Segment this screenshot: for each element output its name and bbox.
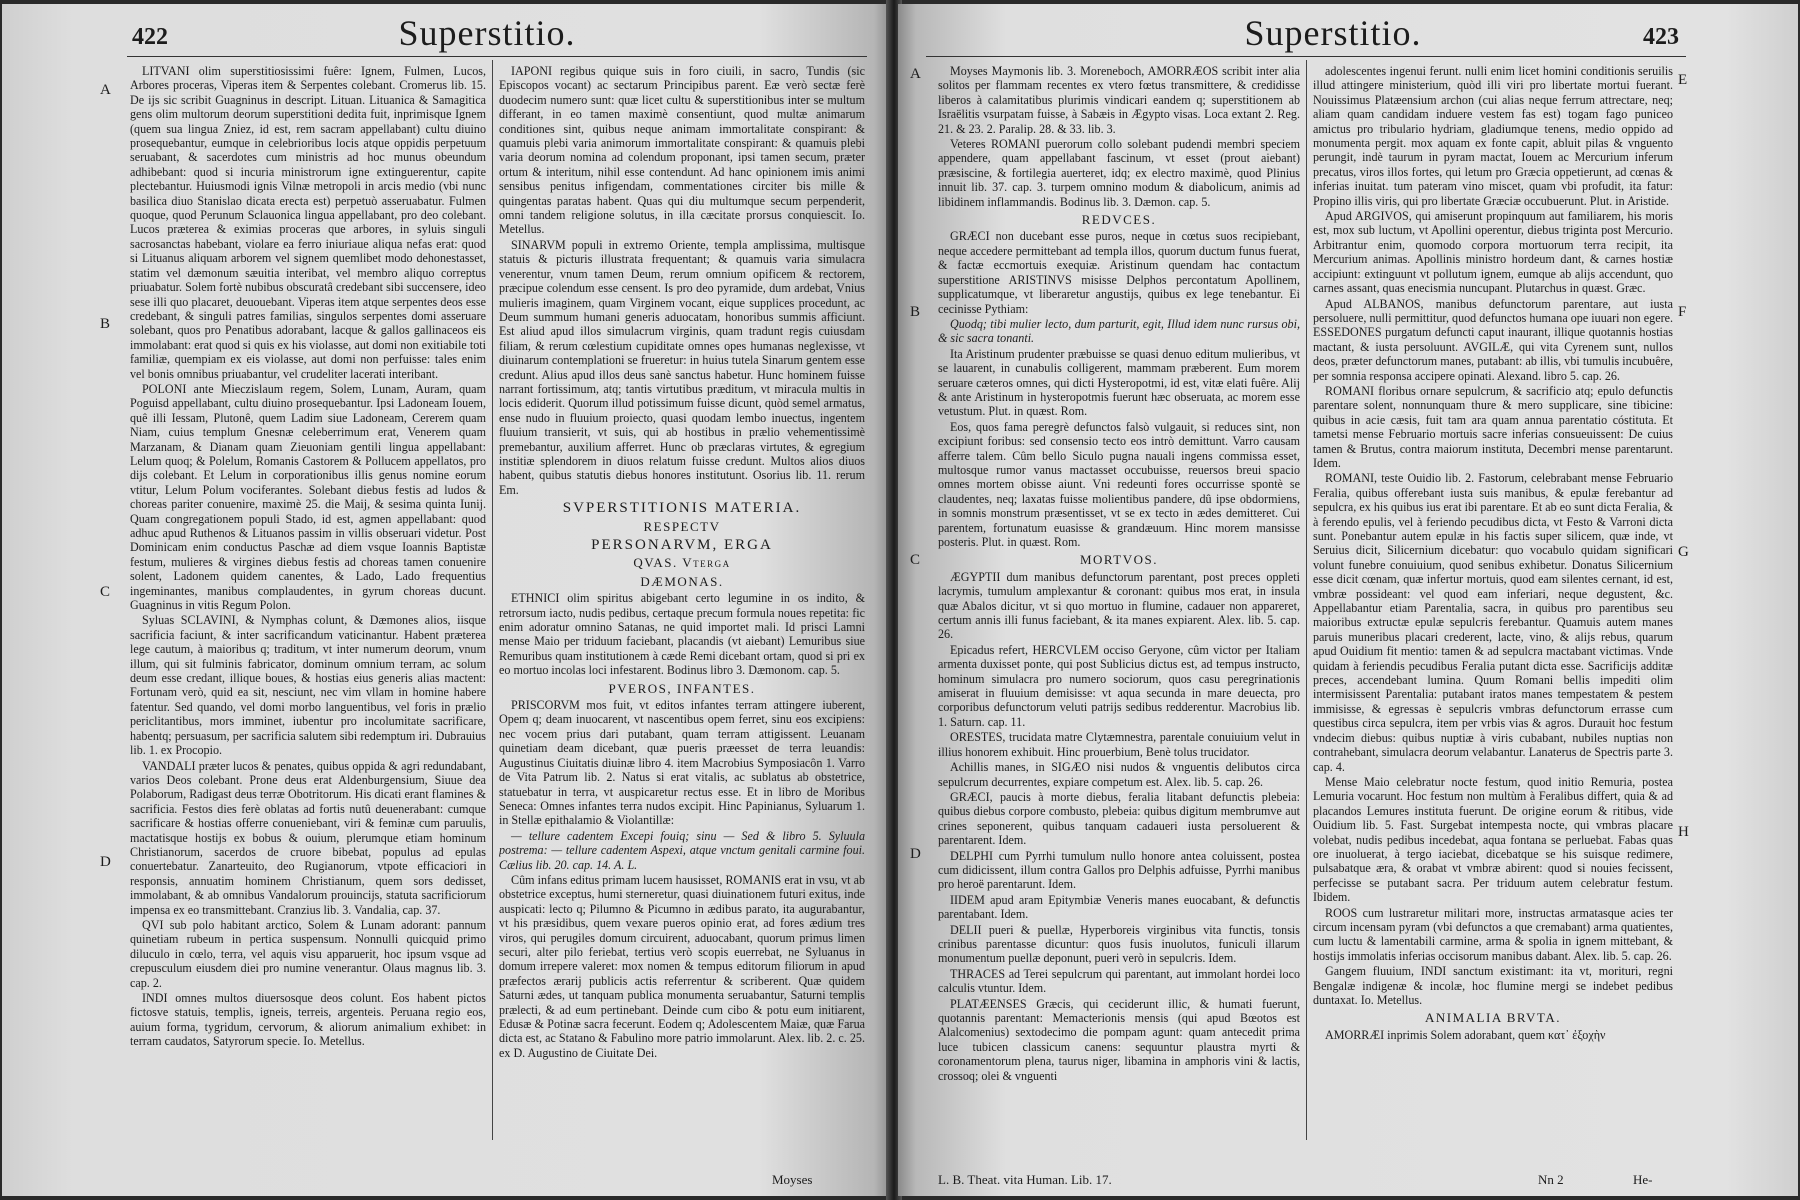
paragraph: IAPONI regibus quique suis in foro ciuili, in sacro, Tundis (sic Episcopos vocant) ac sectarum Principibus parent. Eæ verò sectæ ferè duodecim numero sunt: quæ licet cultu & superstitionibus inter se multum differant, in eo tamen maximè consentiunt, quod multæ animarum conditiones sint, quibus neque animam immortalitate conspirant: & quamuis plebi varia animorum immortalitate conspirant: & quamuis plebi varia deorum nomina ad colendum proponant, ipsi tamen secum, præter ortum & interitum, nihil esse contendunt. Ad hanc opinionem imis animi sensibus penitus infigendam, commentationes circiter bis mille & quingentas paratas habent. Quas qui diu multumque secum perpenderit, omni tandem religione solutus, in illa cæcitate prorsus conquiescit. Io. Metellus. [499,64,865,237]
signature-mark: Nn 2 [1538,1172,1564,1187]
paragraph: Moyses Maymonis lib. 3. Moreneboch, AMORRÆOS scribit inter alia solitos per flammam recentes ex vtero fœtus transmittere, & credidisse liberos à calamitatibus plurimis vindicari eandem q; superstitionem ab Israëlitis vsurpatam fuisse, à Sabæis in Ægypto visas. Loca extant 2. Reg. 21. & 23. 2. Paralip. 28. & 33. lib. 3. [938,64,1300,136]
text-column-1 [938,64,1300,1164]
paragraph: Achillis manes, in SIGÆO nisi nudos & vnguentis delibutos circa sepulcrum decurrentes, expiare competum est. Alex. lib. 5. cap. 26. [938,760,1300,789]
running-head: Superstitio. [1244,13,1422,53]
section-heading: MORTVOS. [1079,552,1159,568]
column-divider [1306,60,1307,1140]
section-heading: ANIMALIA BRVTA. [1425,1010,1561,1026]
paragraph: ROOS cum lustraretur militari more, instructas armatasque acies ter circum incensam pyram (vbi defunctos a que cremabant) arma quatientes, cum luctu & lamentabili carmine, arma & spolia in ignem mittebant, & hostijs immolatis inferias occisorum manibus dabant. Alex. lib. 5. cap. 26. [1313,905,1673,963]
catchword: He- [1633,1172,1653,1187]
paragraph: Veteres ROMANI puerorum collo solebant pudendi membri speciem appendere, quam appellabant fascinum, vt esset (prout aiebant) præsiscine, & fortilegia auerteret, idq; ex electro maximè, quod Plinius innuit lib. 37. cap. 3. turpem omnino modum & diabolicum, animis ad libidinem inflammandis. Bodinus lib. 3. Dæmon. cap. 5. [938,137,1300,209]
paragraph: AMORRÆI inprimis Solem adorabant, quem κατ᾽ ἐξοχὴν [1325,1027,1606,1042]
section-heading: PERSONARVM, ERGA [591,537,773,553]
paragraph: POLONI ante Mieczislaum regem, Solem, Lunam, Auram, quam Poguisd appellabant, cultu diuino prosequebantur. Ipsi Ladoneam Iouem, quê illi Iessam, Plutonê, quem Ladim siue Ladoneam, Cererem quam Niam, cuius templum Gnesnæ celeberrimum erat, Venerem quam Marzanam, & Dianam quam Zieuoniam gentili lingua appellabant: Lelum quoq; & Polelum, Romanis Castorem & Pollucem appellatos, pro dijs colebant. Et Lelum in corporationibus illis genus nomine eorum vtitur, Lelum Polum vociferantes. Solebant diebus festis ad ludos & choreas pariter conuenire, maximè 25. die Maij, & sesima quinta Iunij. Quam congregationem populi Stado, id est, agmen appellabant: quod adhuc apud Ruthenos & Lituanos passim in villis obseruari videtur. Post Dominicam enim conductus Paschæ ad diem vsque Ioannis Baptistæ festum, mulieres & virgines diebus festis ad choreas tamen conuenire solent, Ladonem quidem canentes, & Lado, Lado frequentius ingeminantes, manibus complaudentes, in gyrum choreas ducunt. Guagninus in vitis Regum Polon. [130,381,486,613]
paragraph: VANDALI præter lucos & penates, quibus oppida & agri redundabant, varios Deos colebant. Prone deus erat Aldenburgensium, Siuue dea Polaborum, Radigast deus terræ Obotritorum. His dicati erant flamines & sacrificia. Festos dies ferè oblatas ad fortis nutû deuenerabant: cumque sacrificare & hostias offerre conueniebant, viri & feminæ cum paruulis, mactatisque hostijs ex bobus & ouium, plerumque etiam hominum Christianorum, sacerdos de cruore bibebat, populus ad epulas conuertebatur. Zanarteuito, deo Rugianorum, vtpote efficaciori in responsis, annuatim hominem Christianum, quem sors dedisset, immolabant, & ab omnibus Vandalorum prouincijs, statuta sacrificiorum impensa ex eo transmittebant. Cranzius lib. 3. Vandalia, cap. 37. [130,758,486,917]
left-page [2,4,892,1196]
right-page [898,4,1798,1196]
page-number: 422 [132,24,168,50]
section-heading: RESPECTV [643,518,721,534]
section-heading: DÆMONAS. [640,573,724,589]
paragraph: ROMANI floribus ornare sepulcrum, & sacrificio atq; epulo defunctis parentare solent, nonnunquam thure & mero supplicare, sine tibicine: quibus in acie cæsis, fuit tam ara quam annua parentatio cóstituta. Et tametsi mense Februario mortuis sacre inferias consueuissent: De cuius tamen & Brutus, contra maiorum instituta, Decembri mense parentarunt. Idem. [1313,383,1673,470]
margin-marker: B [100,316,111,332]
head-rule [127,56,867,57]
column-divider [492,60,493,1140]
text-column-2 [499,64,865,1164]
section-heading: SVPERSTITIONIS MATERIA. [562,500,802,517]
section-heading: QVAS. Vterga [633,555,731,571]
text-column-1 [130,64,486,1164]
paragraph: Eos, quos fama peregrè defunctos falsò vulgauit, si reduces sint, non excipiunt foribus: sed consensio tecto eos intrò demittunt. Varro causam afferre talem. Cûm bello Siculo pugna nauali ingens commissa esset, multosque rumor vanus mactasset occubuisse, reuersos breui spacio omnes mortem obisse aiunt. Vni redeunti fores occurrisse spontè se claudentes, neq; laxatas fuisse molientibus pandere, dû ipse obdormiens, in somnis monstrum præsentisset, vt se ex tecto in ædes demitteret. Cui parentem, fortunatum euasisse & grandæuum. Hinc morem mansisse posteris. Plut. in quæst. Rom. [938,419,1300,549]
margin-marker: C [910,552,921,568]
paragraph: QVI sub polo habitant arctico, Solem & Lunam adorant: pannum quinetiam rubeum in pertica suspensum. Nonnulli quicquid primo diluculo in cœlo, terra, vel aquis visu apparuerit, hoc ipsum vsque ad crepusculum eiusdem diei pro numine venerantur. Olaus magnus lib. 3. cap. 2. [130,917,486,990]
margin-marker: A [910,66,921,82]
paragraph: Ita Aristinum prudenter præbuisse se quasi denuo editum mulieribus, vt se lauarent, in cunabulis colligerent, mammam præberent. Eum morem seruare cæteros omnes, qui dicti Hysteropotmi, id est, vitæ elati fuêre. Alij & ante Aristinum in hysteropotmis fuerunt hæc obseruata, ac morem esse vetustum. Plut. in quæst. Rom. [938,346,1300,419]
margin-marker: G [1678,544,1689,560]
paragraph: Cûm infans editus primam lucem hausisset, ROMANIS erat in vsu, vt ab obstetrice exceptus, humi sterneretur, quasi diuinationem futuri exitus, inde auspicati: lecto q; Pilumno & Picumno in ædibus parato, ita augurabantur, vt his præsidibus, quem vexare pueros opinio erat, ad fores ædium tres viros, qui perugiles domum circuirent, aduocabant, quorum primus limen securi, alter pilo feriebat, tertius verò scopis euerrebat, ne Syluanus in domum irrepere valeret: mox nomen & tempus editorum filiorum in apud præfectos ærarij publicis actis referrentur & scriberent. Quæ quidem Saturni ædes, ut tanquam publica monumenta seruabantur, Saturni templis prælecti, & ad eum pertinebant. Deinde cum cibo & potu eum initiarent, Edusæ & Potinæ sacra fecerunt. Eodem q; Adolescentem Maiæ, quæ Farua dicta est, ac Statano & Fabulino more patrio immolarunt. Alex. lib. 2. c. 25. ex D. Augustino de Ciuitate Dei. [499,872,865,1060]
paragraph: DELPHI cum Pyrrhi tumulum nullo honore antea coluissent, postea cum didicissent, illum contra Gallos pro Delphis adfuisse, Pyrrhi manibus pro heroë parentarunt. Idem. [938,848,1300,892]
section-heading: PVEROS, INFANTES. [608,680,756,696]
margin-marker: E [1678,72,1688,88]
margin-marker: F [1678,304,1687,320]
paragraph: Gangem fluuium, INDI sanctum existimant: ita vt, morituri, regni Bengalæ indigenæ & incolæ, hoc flumine mergi se indebet pedibus duntaxat. Io. Metellus. [1313,964,1673,1007]
paragraph: Mense Maio celebratur nocte festum, quod initio Remuria, postea Lemuria vocarunt. Hoc festum non multùm à Feralibus differt, quia & ad placandos Lemures instituta fuerunt. De origine eorum & ritibus, vide Ouidium lib. 5. Fast. Surgebat intempesta nocte, qui vmbras placare volebat, nudis pedibus incedebat, aqua fontana se perluebat. Fabas quas ore inuoluerat, à tergo iaciebat, dicebatque se his suisque redimere, pulsabatque æra, & orabat vt vmbræ abirent: quod si nouies fecissent, perfecisse se putabant sacra. Per triduum autem celebratur festum. Ibidem. [1313,774,1673,905]
paragraph: GRÆCI non ducebant esse puros, neque in cœtus suos recipiebant, neque accedere permittebant ad templa illos, quorum ductum funus fuerat, & factæ eccmortuis exequiæ. Aristinum quendam hac contactum superstitione ARISTINVS misisse Delphos percontatum Apollinem, supplicatumque, vt liberaretur angustijs, quibus ex lege tenebantur. Ei cecinisse Pythiam: [938,229,1300,316]
section-heading: REDVCES. [1081,212,1157,228]
paragraph: ÆGYPTII dum manibus defunctorum parentant, post preces oppleti lacrymis, tumulum amplexantur & coronant: quibus mos erat, in insula quæ Abalos dicitur, vt si quo mortuo in flumine, cadauer non appareret, certum annis illi funus faciebant, & ita manes expiarent. Alex. lib. 5. cap. 26. [938,569,1300,642]
running-head: Superstitio. [398,13,576,53]
margin-marker: B [910,304,921,320]
catchword: Moyses [772,1172,813,1187]
verse-quotation: — tellure cadentem Excepi fouiq; sinu — Sed & libro 5. Syluula postrema: — tellure cadentem Aspexi, atque vnctum genitali carmine foui. Cælius lib. 20. cap. 14. A. L. [499,828,865,872]
margin-marker: D [100,854,111,870]
margin-marker: H [1678,824,1689,840]
verse-quotation: Quodq; tibi mulier lecto, dum parturit, egit, Illud idem nunc rursus obi, & sic sacra tonanti. [938,316,1300,346]
paragraph: GRÆCI, paucis à morte diebus, feralia litabant defunctis plebeia: quibus diebus corpore combusto, plebeia: quibus digitum membrumve aut crines seponerent, quibus tanquam cadaueri iusta persoluerent & parentarent. Idem. [938,789,1300,848]
paragraph: SINARVM populi in extremo Oriente, templa amplissima, multisque statuis & picturis illustrata frequentant; & quamuis varia simulacra venerentur, vnum tamen Deum, rerum omnium opificem & rectorem, præcipue colendum esse censent. Is pro deo pyramide, dum ardebat, Vnius mulieris imaginem, quam Virginem vocant, eique supplices procedunt, ac Deum summum humani generis aduocatam, honoribus summis afficiunt. Est aliud apud illos simulacrum virginis, quam tradunt regis cuiusdam filiam, & rerum cœlestium cupiditate omnes opes humanas neglexisse, vt diuinarum contemplationi se frueretur: in huius tutela Sinarum gentem esse credunt. Alius apud illos deus sanè sanctus habetur. Hunc hominem fuisse narrant fortissimum, atq; tantis virtutibus præditum, vt miracula multis in locis ediderit. Quorum illud potissimum fuisse dicunt, quòd semel armatus, ense nudo in fluuium proiecto, quasi quodam lembo inuectus, ingentem fluuium transierit, vt suis, qui ab hostibus in prælio vehementissimè premebantur, auxilium afferret. Hunc ob præclaras virtutes, & egregium institiæ splendorem in diuos relatum fuisse credunt. Multos alios diuos habent, quibus statutis diebus honores institutunt. Osorius lib. 11. rerum Em. [499,237,865,497]
paragraph: IIDEM apud aram Epitymbiæ Veneris manes euocabant, & defunctis parentabant. Idem. [938,892,1300,922]
paragraph: ROMANI, teste Ouidio lib. 2. Fastorum, celebrabant mense Februario Feralia, quibus offerebant iusta suis manibus, & epulæ ferebantur ad sepulcra, ex his quibus ius erat ibi parentare. Et ab eo sunt dicta Feralia, & à ferendo epulis, vel à feriendo pecudibus dicta, vt Festo & Varroni dicta sunt. Ponebantur autem epulæ in his factis super silicem, quæ inde, vt Seruius dicit, Silicernium dicebatur: quo vocabulo quidam significari volunt funebre conuiuium, quod senibus exhibetur. Donatus Silicernium esse dicit cœnam, quæ infertur mortuis, quod eam silentes cernant, id est, vmbræ possideant: vel quod eam inferiari, neque degustent, &c. Appellabantur etiam Parentalia, sacra, in quibus pro parentibus seu maioribus extructæ epulæ sepulcris ferebantur. Quamuis autem manes paruis muneribus placari crederent, lacte, vino, & alijs rebus, quarum apud Ouidium fit mentio: tamen & ad sepulcra mactabant victimas. Vnde quidam à feriendis pecudibus Feralia putant dicta esse. Sacrificijs additæ preces, accendebant lumina. Quum Romani bellis impediti olim intermisissent Parentalia: putabant iratos manes tempestatem & pestem immisisse, & egressas è sepulcris vmbras defunctorum errasse cum questibus circa sepulcra, item per vrbis vias & agros. Durauit hoc festum vndecim diebus: quibus nuptiæ à viris cubabant, nubiles nuptias non contrahebant, simulacra deorum velabantur. Lanaterus de Spectris parte 3. cap. 4. [1313,471,1673,774]
page-number: 423 [1643,24,1679,50]
paragraph: ETHNICI olim spiritus abigebant certo legumine in os indito, & retrorsum iacto, nudis pedibus, certaque precum formula noues repetita: fic enim adoratur omnino Satanas, ne quid importet mali. Id prisci Lamni mense Maio per triduum faciebant, placandis (vt aiebant) Lemuribus siue Remuribus quam institutionem à cæde Remi dicebant ortam, quod si pri ex eo mortuo incolas loci infestarent. Bodinus libro 3. Dæmonom. cap. 5. [499,591,865,678]
paragraph: Epicadus refert, HERCVLEM occiso Geryone, cûm victor per Italiam armenta duxisset ponte, qui post Sublicius dictus est, ad tempus instructo, hominum simulacra pro numero sociorum, quos casu peregrinationis amiserat in fluuium demisisse: vt aqua secunda in mare deuecta, pro corporibus defunctorum veluti patrijs sedibus redderentur. Macrobius lib. 1. Saturn. cap. 11. [938,642,1300,729]
paragraph: adolescentes ingenui ferunt. nulli enim licet homini conditionis seruilis illud attingere ministerium, quòd illi viri pro libertate mortui fuerant. Nouissimus Platæensium archon (cui alias neque ferrum attrectare, neq; aliam quam candidam induere vestem fas est) togam fago puniceo amictus pro tribulario hydriam, gladiumque tenens, medio oppido ad monumenta pergit. mox aquam ex fonte capit, abluit pilas & vnguento perungit, indè taurum in pyram mactat, Iouem ac Mercurium inferum precatus, viros illos fortes, qui letum pro Græcia oppetierunt, ad cœnas & inferias inuitat. tum pateram vino miscet, quam vbi profudit, ita fatur: Propino illis viris, qui pro libertate Græciæ occubuerunt. Plut. in Aristide. [1313,64,1673,208]
paragraph: Apud ARGIVOS, qui amiserunt propinquum aut familiarem, his moris est, mox sub luctum, vt Apollini operentur, diebus triginta post Mercurio. Arbitrantur enim, quomodo corpora mortuorum terra recipit, ita Mercurium animas. Apollinis ministro hordeum dant, & carnes hostiæ accipiunt: extinguunt vt pollutum ignem, eumque ab alijs accendunt, quo carnes assant, quas enecismia nuncupant. Plutarchus in quæst. Græc. [1313,209,1673,296]
paragraph: THRACES ad Terei sepulcrum qui parentant, aut immolant hordei loco calculis vtuntur. Idem. [938,966,1300,996]
paragraph: ORESTES, trucidata matre Clytæmnestra, parentale conuiuium velut in illius honorem exhibuit. Hinc prouerbium, Benè tolus trucidator. [938,730,1300,759]
margin-marker: D [910,846,921,862]
margin-marker: A [100,82,111,98]
paragraph: DELII pueri & puellæ, Hyperboreis virginibus vita functis, tonsis crinibus parentasse dicuntur: quos fusis inuolutos, funiculi illarum monumentum puellæ deponunt, pueri verò in sepulcris. Idem. [938,922,1300,966]
margin-marker: C [100,584,111,600]
paragraph: PLATÆENSES Græcis, qui ceciderunt illic, & humati fuerunt, quotannis parentant: Memacterionis mensis (qui apud Bœotos est Alalcomenius) sextodecimo die pompam agunt: quam antecedit prima luce tubicen classicum canens: sequuntur plaustra myrti & coronamentorum plena, taurus niger, libamina in amphoris vini & lactis, crossoq; olei & vnguenti [938,996,1300,1083]
head-rule [926,56,1686,57]
paragraph: Syluas SCLAVINI, & Nymphas colunt, & Dæmones alios, iisque sacrificia faciunt, & inter sacrificandum vaticinantur. Habent præterea lege cautum, à maioribus q; traditum, vt inter numerum deorum, vnum illum, qui sit fulminis fabricator, dominum omnium terram, ac solum deum esse credant, illique boues, & hostias eius generis alias mactent: Fortunam verò, quid ea sit, nesciunt, nec vim vllam in homine habere fatentur. Sed quando, vel domi morbo languentibus, vel foris in prælio periclitantibus, mors imminet, iubentur pro incolumitate sacrificare, habentq; persuasum, per sacrificia salutem sibi redemptum iri. Dubrauius lib. 1. ex Procopio. [130,613,486,758]
paragraph: Apud ALBANOS, manibus defunctorum parentare, aut iusta persoluere, nulli permittitur, quod defunctos humana ope iuuari non egere. ESSEDONES purgatum defuncti caput inaurant, illique quotannis hostias mactant, & iusta persoluunt. AVGILÆ, qui vita Cyrenem sunt, nullos deos, præter defunctorum manes, putabant: ab illis, vbi tumulis incubuêre, per somnia responsa accipere opinati. Alexand. libro 5. cap. 26. [1313,296,1673,383]
text-column-2 [1313,64,1673,1149]
paragraph: LITVANI olim superstitiosissimi fuêre: Ignem, Fulmen, Lucos, Arbores proceras, Viperas item & Serpentes colebant. Cromerus lib. 15. De ijs sic scribit Guagninus in descript. Lituan. Lituanica & Samagitica gens olim multorum deorum superstitioni dedita fuit, inprimisque Ignem (quem sua lingua Zniez, id est, rem sacram appellabant) cultu diuino prosequebantur, eumque in celebrioribus locis atque oppidis perpetuum seruabant, & sacerdotes cum ministris ad hoc munus obeundum adhibebant: quod si incuria ministrorum igne extinguerentur, capite plectebantur. Huiusmodi ignis Vilnæ metropoli in arcis medio (vbi nunc basilica diuo Stanislao dicata erecta est) perpetuò asseruabatur. Fulmen quoque, quod Perunum Sclauonica lingua appellabant, pro deo colebant. Lucos præterea & eximias proceras que arbores, in syluis singuli sacrosanctas habebant, violare ea ferro iniuriaue aliqua nefas erat: quod si Lituanus aliquam arborem vel signem quemlibet modo dehonestasset, statim vel dæmonum sæuitia interibat, vel membro aliquo correptus priuabatur. Solem fortè nubibus obscuratâ credebant sibi succensere, ideo sese illi quo placaret, deuouebant. Viperas item atque serpentes deos esse credebant, & singuli patres familias, singulos serpentes domi asseruare solebant, quos pro Penatibus adorabant, lacque & gallos gallinaceos eis immolabant: erat quod si quis ex his violasse, aut domi non exitiabile toti familiæ, quempiam ex eis violasse, aut domi non perfuisse: tales enim vel bonis omnibus priuabantur, vel crudeliter lacerati interibant. [130,64,486,381]
paragraph: INDI omnes multos diuersosque deos colunt. Eos habent pictos fictosve statuis, templis, igneis, terreis, argenteis. Peruana regio eos, auium forma, tygridum, cervorum, & aliorum animalium exhibet: in terram caudatos, Satyrorum specie. Io. Metellus. [130,991,486,1049]
paragraph: PRISCORVM mos fuit, vt editos infantes terram attingere iuberent, Opem q; deam inuocarent, vt nascentibus opem ferret, sinu eos excipiens: nec vocem prius dari putabant, quam terram attigissent. Leuanam quinetiam deam dicebant, quæ pueris præesset de terra leuandis: Augustinus Ciuitatis diuinæ libro 4. item Macrobius Symposiacôn 1. Varro de Vita Patrum lib. 2. Natus si erat vitalis, ac sublatus ab obstetrice, statuebatur in terra, vt auspicaretur rectus esse. Et in libro de Moribus Seneca: Omnes infantes terra nudos excipit. Hinc Papinianus, Syluarum 1. in Stellæ epithalamio & Violantillæ: [499,698,865,828]
footer-reference: L. B. Theat. vita Human. Lib. 17. [938,1172,1112,1187]
